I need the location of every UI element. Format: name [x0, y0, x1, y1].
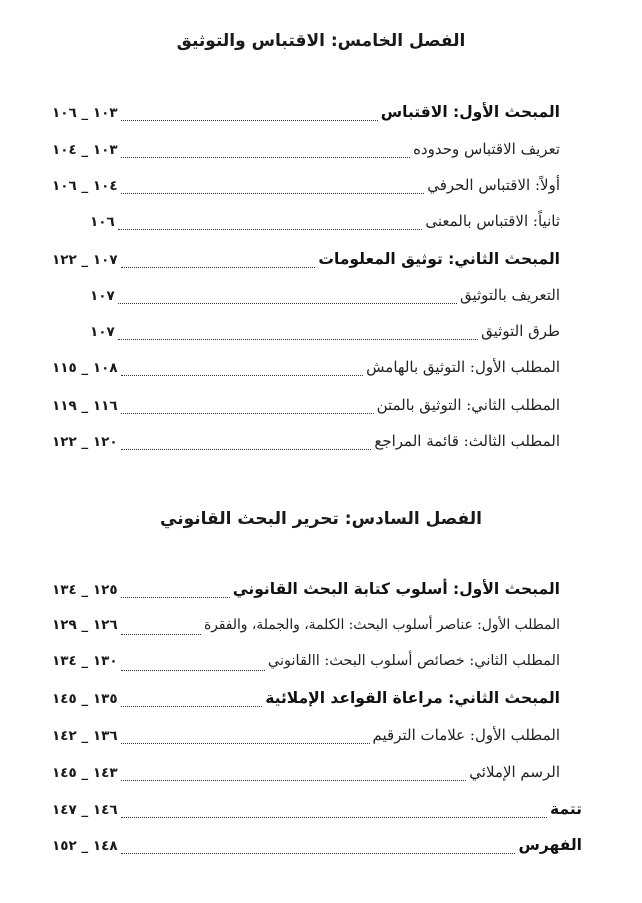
toc-page-range: ١٠٣ _ ١٠٦ — [52, 105, 118, 121]
toc-entry[interactable] — [52, 726, 560, 748]
toc-leader-dots — [121, 706, 263, 707]
toc-entry-title: المطلب الثالث: قائمة المراجع — [374, 432, 560, 450]
toc-entry[interactable] — [52, 250, 560, 272]
toc-entry-title: ثانياً: الاقتباس بالمعنى — [425, 212, 560, 230]
toc-leader-dots — [121, 413, 374, 414]
toc-page-range: ١٣٦ _ ١٤٢ — [52, 728, 118, 744]
toc-entry[interactable] — [52, 763, 560, 785]
toc-page-range: ١٠٧ — [90, 288, 115, 304]
toc-entry[interactable] — [52, 358, 560, 380]
toc-leader-dots — [121, 853, 516, 854]
toc-entry-title: المطلب الثاني: التوثيق بالمتن — [376, 396, 560, 414]
toc-entry[interactable] — [52, 653, 560, 675]
toc-page-range: ١٣٠ _ ١٣٤ — [52, 653, 118, 669]
toc-leader-dots — [121, 375, 364, 376]
toc-leader-dots — [118, 339, 478, 340]
toc-entry-title: الفهرس — [518, 836, 582, 854]
toc-entry-title: الرسم الإملائي — [469, 763, 560, 781]
toc-entry[interactable] — [90, 322, 560, 344]
toc-entry-title: المبحث الثاني: مراعاة القواعد الإملائية — [265, 689, 560, 707]
toc-entry[interactable] — [52, 689, 560, 711]
toc-entry[interactable] — [90, 286, 560, 308]
toc-page-range: ١٠٨ _ ١١٥ — [52, 360, 118, 376]
toc-entry-title: المبحث الأول: أسلوب كتابة البحث القانوني — [232, 580, 560, 598]
toc-page-range: ١١٦ _ ١١٩ — [52, 398, 118, 414]
toc-entry-title: المطلب الأول: علامات الترقيم — [372, 726, 560, 744]
toc-leader-dots — [118, 229, 423, 230]
toc-leader-dots — [118, 303, 457, 304]
toc-leader-dots — [121, 634, 201, 635]
toc-leader-dots — [121, 449, 372, 450]
toc-page-range: ١٢٥ _ ١٣٤ — [52, 582, 118, 598]
toc-entry-title: التعريف بالتوثيق — [459, 286, 560, 304]
toc-leader-dots — [121, 743, 370, 744]
chapter-6-title: الفصل السادس: تحرير البحث القانوني — [160, 509, 482, 529]
toc-page-range: ١٢٦ _ ١٢٩ — [52, 617, 118, 633]
toc-entry-title: المطلب الأول: عناصر أسلوب البحث: الكلمة، والجملة، والفقرة — [203, 617, 560, 633]
toc-leader-dots — [121, 780, 467, 781]
toc-entry-title: المبحث الأول: الاقتباس — [380, 103, 560, 121]
toc-entry[interactable] — [52, 176, 560, 198]
toc-entry[interactable] — [52, 103, 560, 125]
toc-entry-title: المبحث الثاني: توثيق المعلومات — [318, 250, 560, 268]
toc-page-range: ١٠٦ — [90, 214, 115, 230]
toc-leader-dots — [121, 597, 230, 598]
toc-leader-dots — [121, 267, 316, 268]
toc-page-range: ١٠٧ — [90, 324, 115, 340]
toc-page-range: ١٠٣ _ ١٠٤ — [52, 142, 118, 158]
toc-entry[interactable] — [52, 617, 560, 639]
toc-entry-title: أولاً: الاقتباس الحرفي — [427, 176, 560, 194]
toc-leader-dots — [121, 670, 265, 671]
toc-entry-title: تعريف الاقتباس وحدوده — [413, 140, 560, 158]
toc-entry[interactable] — [52, 800, 582, 822]
toc-entry[interactable] — [90, 212, 560, 234]
toc-entry[interactable] — [52, 140, 560, 162]
toc-entry[interactable] — [52, 396, 560, 418]
toc-page-range: ١٠٧ _ ١٢٢ — [52, 252, 118, 268]
toc-leader-dots — [121, 157, 410, 158]
toc-entry[interactable] — [52, 836, 582, 858]
toc-page-range: ١٢٠ _ ١٢٢ — [52, 434, 118, 450]
toc-entry-title: المطلب الثاني: خصائص أسلوب البحث: االقانوني — [267, 653, 560, 669]
chapter-5-title: الفصل الخامس: الاقتباس والتوثيق — [176, 31, 466, 51]
toc-entry-title: تتمة — [550, 800, 582, 818]
toc-entry[interactable] — [52, 580, 560, 602]
toc-page-range: ١٣٥ _ ١٤٥ — [52, 691, 118, 707]
toc-entry-title: طرق التوثيق — [481, 322, 560, 340]
toc-page-range: ١٤٦ _ ١٤٧ — [52, 802, 118, 818]
toc-leader-dots — [121, 193, 425, 194]
toc-page-range: ١٤٣ _ ١٤٥ — [52, 765, 118, 781]
toc-leader-dots — [121, 120, 378, 121]
toc-entry-title: المطلب الأول: التوثيق بالهامش — [366, 358, 560, 376]
toc-entry[interactable] — [52, 432, 560, 454]
toc-page-range: ١٤٨ _ ١٥٢ — [52, 838, 118, 854]
toc-page-range: ١٠٤ _ ١٠٦ — [52, 178, 118, 194]
toc-leader-dots — [121, 817, 547, 818]
